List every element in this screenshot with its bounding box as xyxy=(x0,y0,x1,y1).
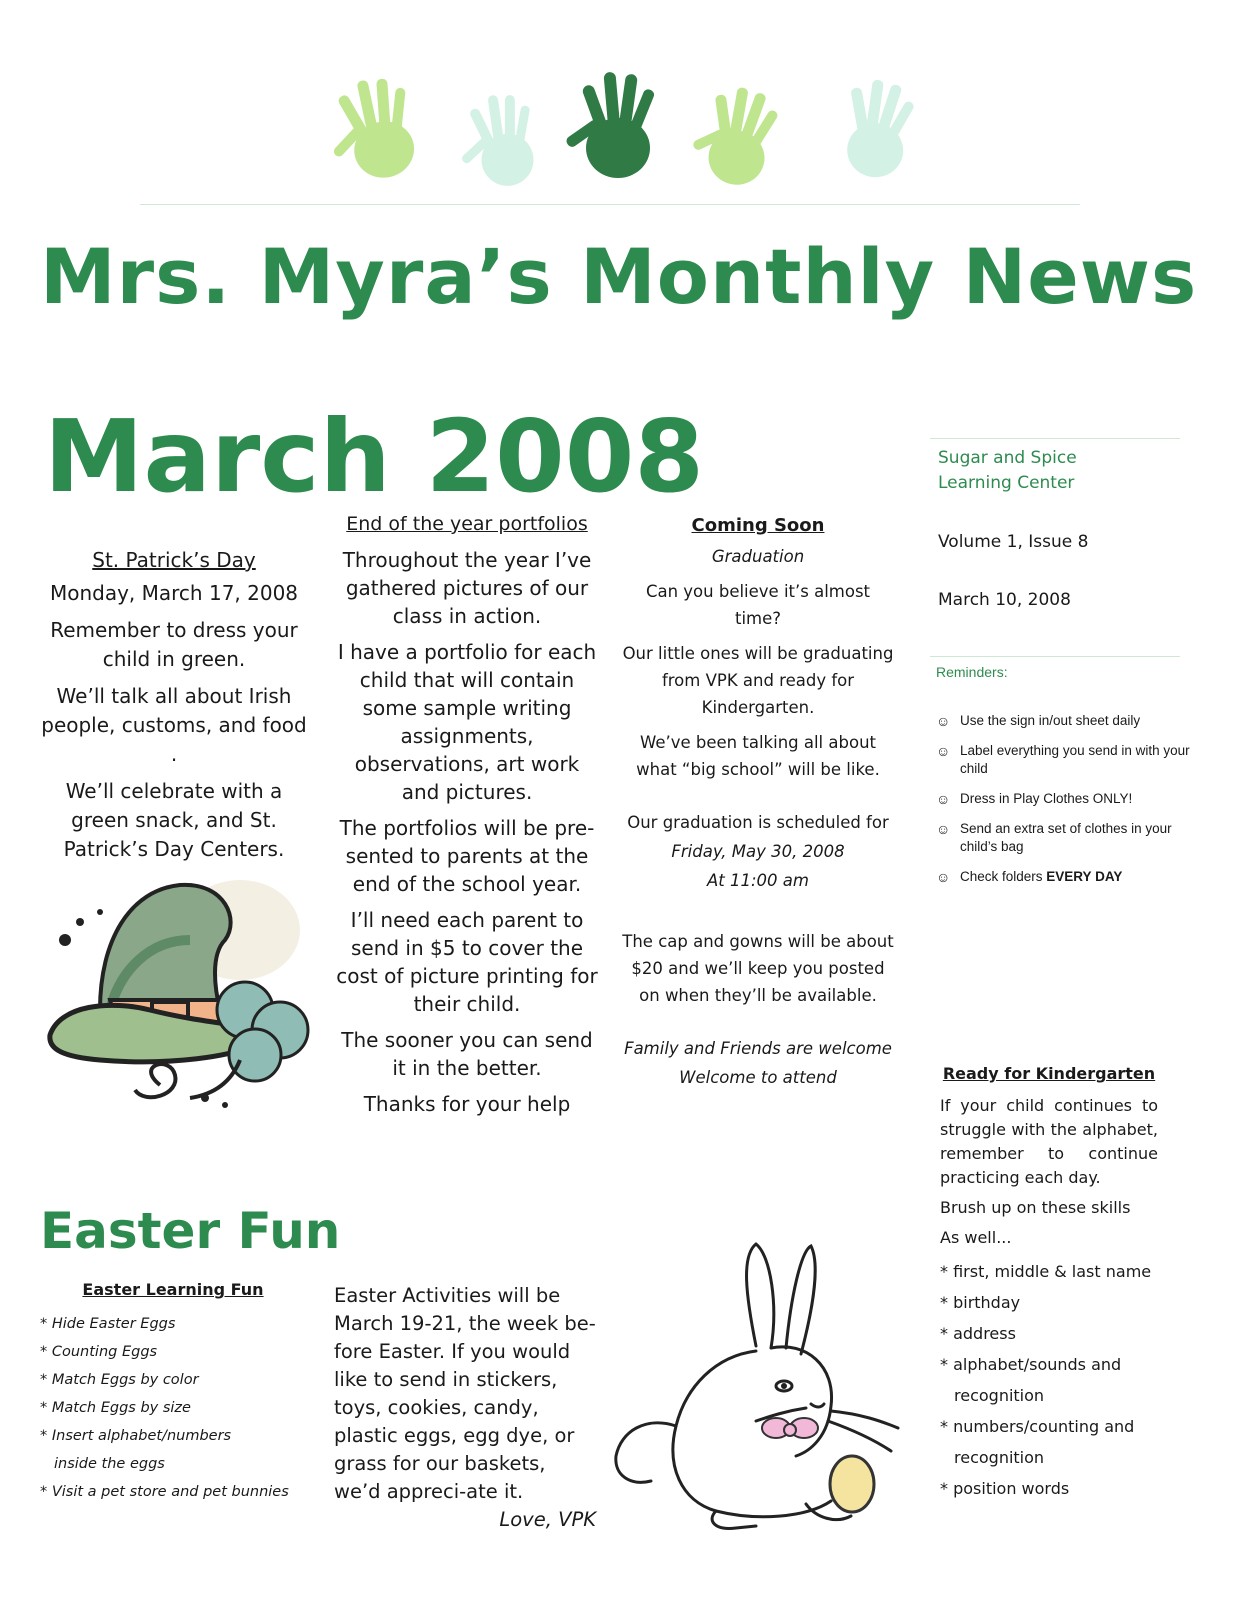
kindergarten-paragraph: Brush up on these skills xyxy=(940,1198,1131,1217)
org-name-line2: Learning Center xyxy=(938,473,1075,493)
coming-soon-paragraph: Our little ones will be graduating from VPK and ready for Kindergarten. xyxy=(622,644,894,717)
list-item: * Visit a pet store and pet bunnies xyxy=(40,1484,289,1500)
kindergarten-title: Ready for Kindergarten xyxy=(942,1064,1156,1083)
list-item: * numbers/counting and xyxy=(940,1417,1135,1436)
easter-signature: Love, VPK xyxy=(499,1508,596,1531)
smiley-icon: ☺ xyxy=(936,743,951,759)
list-item: * alphabet/sounds and xyxy=(940,1355,1122,1374)
handprint-icon xyxy=(839,76,919,181)
reminder-item: ☺ Label everything you send in with your child xyxy=(936,743,1190,776)
kindergarten-intro xyxy=(940,1094,1158,1256)
sidebar-divider xyxy=(930,438,1180,439)
kindergarten-paragraph: If your child continues to struggle with the alphabet, remember to continue practicing each day. xyxy=(940,1096,1158,1187)
graduation-date: Friday, May 30, 2008 xyxy=(671,842,845,861)
stpatricks-section xyxy=(40,546,308,872)
stpatricks-date: Monday, March 17, 2008 xyxy=(49,581,299,605)
smiley-icon: ☺ xyxy=(936,821,951,837)
stpatricks-paragraph: We’ll talk all about Irish people, customs, and food . xyxy=(41,684,307,766)
list-item: * Match Eggs by size xyxy=(40,1400,191,1416)
portfolios-thanks: Thanks for your help xyxy=(363,1092,571,1116)
graduation-time: At 11:00 am xyxy=(707,871,809,890)
issue-date: March 10, 2008 xyxy=(938,590,1071,610)
list-item: * position words xyxy=(940,1479,1070,1498)
coming-soon-paragraph: We’ve been talking all about what “big school” will be like. xyxy=(636,733,880,779)
easter-activities-text: Easter Activities will be March 19-21, the week be-fore Easter. If you would like to send in stickers, toys, cookies, candy, plastic eggs, egg dye, or grass for our baskets, we’d appreci-ate it. xyxy=(334,1284,596,1503)
easter-activities xyxy=(334,1282,596,1534)
leprechaun-hat-illustration xyxy=(40,860,310,1120)
list-item: * address xyxy=(940,1324,1016,1343)
org-name-line1: Sugar and Spice xyxy=(938,448,1077,468)
list-item: * birthday xyxy=(940,1293,1021,1312)
coming-soon-paragraph: Can you believe it’s almost time? xyxy=(645,582,871,628)
coming-soon-section xyxy=(622,512,894,1099)
easter-heading: Easter Fun xyxy=(40,1202,341,1260)
easter-learning-title: Easter Learning Fun xyxy=(82,1280,264,1299)
handprint-icon xyxy=(452,90,540,190)
portfolios-paragraph: I have a portfolio for each child that will contain some sample writing assignments, observations, art work and pictures. xyxy=(337,640,597,804)
stpatricks-paragraph: We’ll celebrate with a green snack, and St. Patrick’s Day Centers. xyxy=(63,779,285,861)
smiley-icon: ☺ xyxy=(936,869,951,885)
kindergarten-skills-list xyxy=(940,1256,1180,1504)
handprint-icon xyxy=(686,81,783,190)
reminder-item: ☺ Dress in Play Clothes ONLY! xyxy=(936,791,1133,807)
portfolios-paragraph: The portfolios will be pre-sented to parents at the end of the school year. xyxy=(339,816,595,896)
portfolios-paragraph: Throughout the year I’ve gathered pictures of our class in action. xyxy=(342,548,592,628)
smiley-icon: ☺ xyxy=(936,713,951,729)
list-item: * Hide Easter Eggs xyxy=(40,1316,176,1332)
list-item: recognition xyxy=(954,1386,1045,1405)
coming-soon-paragraph: The cap and gowns will be about $20 and we’ll keep you posted on when they’ll be available. xyxy=(622,932,894,1005)
graduation-subtitle: Graduation xyxy=(711,547,805,566)
portfolios-paragraph: I’ll need each parent to send in $5 to cover the cost of picture printing for their child. xyxy=(336,908,598,1016)
welcome-line: Welcome to attend xyxy=(679,1068,837,1087)
portfolios-paragraph: The sooner you can send it in the better. xyxy=(341,1028,593,1080)
stpatricks-title: St. Patrick’s Day xyxy=(92,548,256,572)
list-item: inside the eggs xyxy=(54,1456,165,1472)
reminder-item: ☺ Use the sign in/out sheet daily xyxy=(936,713,1141,729)
list-item: * Counting Eggs xyxy=(40,1344,158,1360)
kindergarten-paragraph: As well... xyxy=(940,1228,1012,1247)
egg-icon xyxy=(830,1456,874,1512)
list-item: * first, middle & last name xyxy=(940,1262,1152,1281)
portfolios-section xyxy=(334,510,600,1126)
portfolios-title: End of the year portfolios xyxy=(346,513,588,535)
handprint-icon xyxy=(565,72,656,178)
welcome-line: Family and Friends are welcome xyxy=(624,1039,892,1058)
handprints-banner xyxy=(290,60,950,190)
easter-bunny-illustration xyxy=(606,1236,902,1536)
easter-learning-list xyxy=(40,1310,310,1506)
list-item: recognition xyxy=(954,1448,1045,1467)
reminders-list xyxy=(936,712,1196,898)
coming-soon-title: Coming Soon xyxy=(691,515,825,536)
list-item: * Match Eggs by color xyxy=(40,1372,199,1388)
reminder-item: ☺ Send an extra set of clothes in your child’s bag xyxy=(936,821,1172,854)
list-item: * Insert alphabet/numbers xyxy=(40,1428,232,1444)
reminders-title: Reminders: xyxy=(936,664,1008,680)
org-name xyxy=(938,446,1198,496)
handprint-icon xyxy=(319,72,423,188)
stpatricks-paragraph: Remember to dress your child in green. xyxy=(50,618,298,671)
reminder-item: ☺ Check folders EVERY DAY xyxy=(936,869,1123,885)
smiley-icon: ☺ xyxy=(936,791,951,807)
coming-soon-paragraph: Our graduation is scheduled for xyxy=(627,813,889,832)
sidebar-divider xyxy=(930,656,1180,657)
newsletter-title: Mrs. Myra’s Monthly News xyxy=(40,232,1198,321)
volume-issue: Volume 1, Issue 8 xyxy=(938,532,1089,552)
issue-month: March 2008 xyxy=(44,398,704,515)
header-divider xyxy=(140,204,1080,205)
